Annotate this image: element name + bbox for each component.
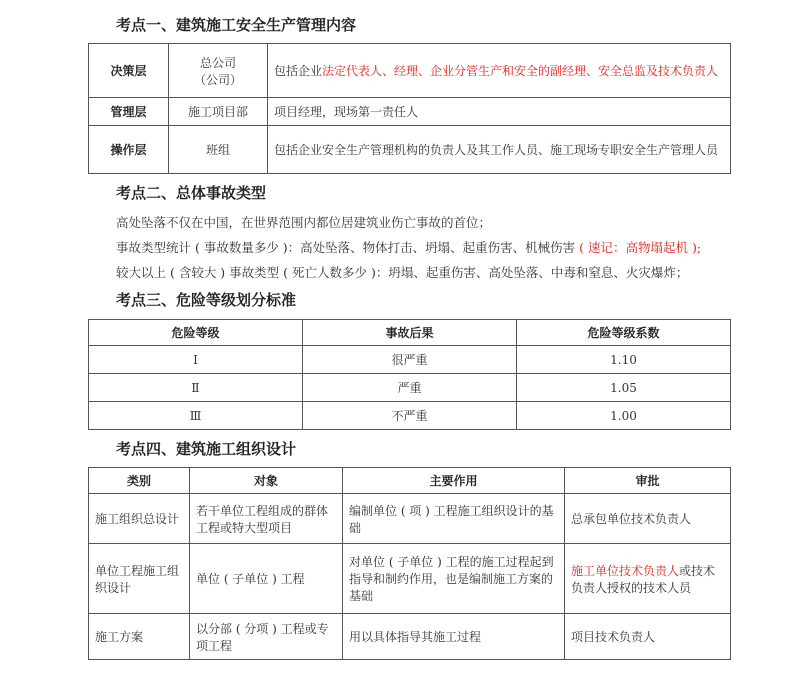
paragraph-line: 较大以上 ( 含较大 ) 事故类型 ( 死亡人数多少 )：坍塌、起重伤害、高处坠落、中毒和窒息、火灾爆炸； (116, 265, 689, 280)
unit-cell: 总公司 （公司） (169, 44, 268, 98)
column-header: 审批 (565, 468, 731, 494)
table-row (89, 44, 731, 98)
level-cell: 管理层 (89, 98, 169, 126)
level-cell: 决策层 (89, 44, 169, 98)
category-cell: 施工方案 (89, 614, 190, 660)
object-cell: 以分部 ( 分项 ) 工程或专项工程 (190, 614, 343, 660)
unit-cell: 班组 (169, 126, 268, 174)
level-cell: 操作层 (89, 126, 169, 174)
consequence-cell: 不严重 (303, 402, 517, 430)
column-header: 主要作用 (343, 468, 565, 494)
approval-cell: 施工单位技术负责人或技术负责人授权的技术人员 (565, 544, 731, 614)
category-cell: 施工组织总设计 (89, 494, 190, 544)
table-row (89, 544, 731, 614)
column-header: 事故后果 (303, 320, 517, 346)
role-cell: 编制单位 ( 项 ) 工程施工组织设计的基础 (343, 494, 565, 544)
approval-cell: 总承包单位技术负责人 (565, 494, 731, 544)
column-header: 危险等级 (89, 320, 303, 346)
table-row (89, 126, 731, 174)
role-cell: 对单位 ( 子单位 ) 工程的施工过程起到指导和制约作用，也是编制施工方案的基础 (343, 544, 565, 614)
management-table (88, 43, 731, 174)
section1-title: 考点一、建筑施工安全生产管理内容 (116, 16, 357, 34)
category-cell: 单位工程施工组织设计 (89, 544, 190, 614)
desc-cell: 项目经理，现场第一责任人 (268, 98, 731, 126)
level-cell: Ⅲ (89, 402, 303, 430)
coefficient-cell: 1.10 (517, 346, 731, 374)
role-cell: 用以具体指导其施工过程 (343, 614, 565, 660)
desc-cell: 包括企业法定代表人、经理、企业分管生产和安全的副经理、安全总监及技术负责人 (268, 44, 731, 98)
coefficient-cell: 1.00 (517, 402, 731, 430)
hazard-level-table (88, 319, 731, 430)
table-row (89, 374, 731, 402)
coefficient-cell: 1.05 (517, 374, 731, 402)
table-row (89, 494, 731, 544)
construction-design-table (88, 467, 731, 660)
table-row (89, 402, 731, 430)
object-cell: 若干单位工程组成的群体工程或特大型项目 (190, 494, 343, 544)
column-header: 对象 (190, 468, 343, 494)
object-cell: 单位 ( 子单位 ) 工程 (190, 544, 343, 614)
table-row (89, 346, 731, 374)
consequence-cell: 严重 (303, 374, 517, 402)
consequence-cell: 很严重 (303, 346, 517, 374)
paragraph-line: 事故类型统计 ( 事故数量多少 )：高处坠落、物体打击、坍塌、起重伤害、机械伤害 ( 速记：高物塌起机 ); (116, 240, 702, 255)
table-header-row (89, 320, 731, 346)
column-header: 类别 (89, 468, 190, 494)
desc-cell: 包括企业安全生产管理机构的负责人及其工作人员、施工现场专职安全生产管理人员 (268, 126, 731, 174)
unit-cell: 施工项目部 (169, 98, 268, 126)
table-header-row (89, 468, 731, 494)
level-cell: Ⅰ (89, 346, 303, 374)
section4-title: 考点四、建筑施工组织设计 (116, 440, 297, 458)
column-header: 危险等级系数 (517, 320, 731, 346)
paragraph-line: 高处坠落不仅在中国，在世界范围内都位居建筑业伤亡事故的首位； (116, 215, 492, 230)
approval-cell: 项目技术负责人 (565, 614, 731, 660)
section2-title: 考点二、总体事故类型 (116, 184, 267, 202)
table-row (89, 98, 731, 126)
table-row (89, 614, 731, 660)
level-cell: Ⅱ (89, 374, 303, 402)
section3-title: 考点三、危险等级划分标准 (116, 291, 297, 309)
